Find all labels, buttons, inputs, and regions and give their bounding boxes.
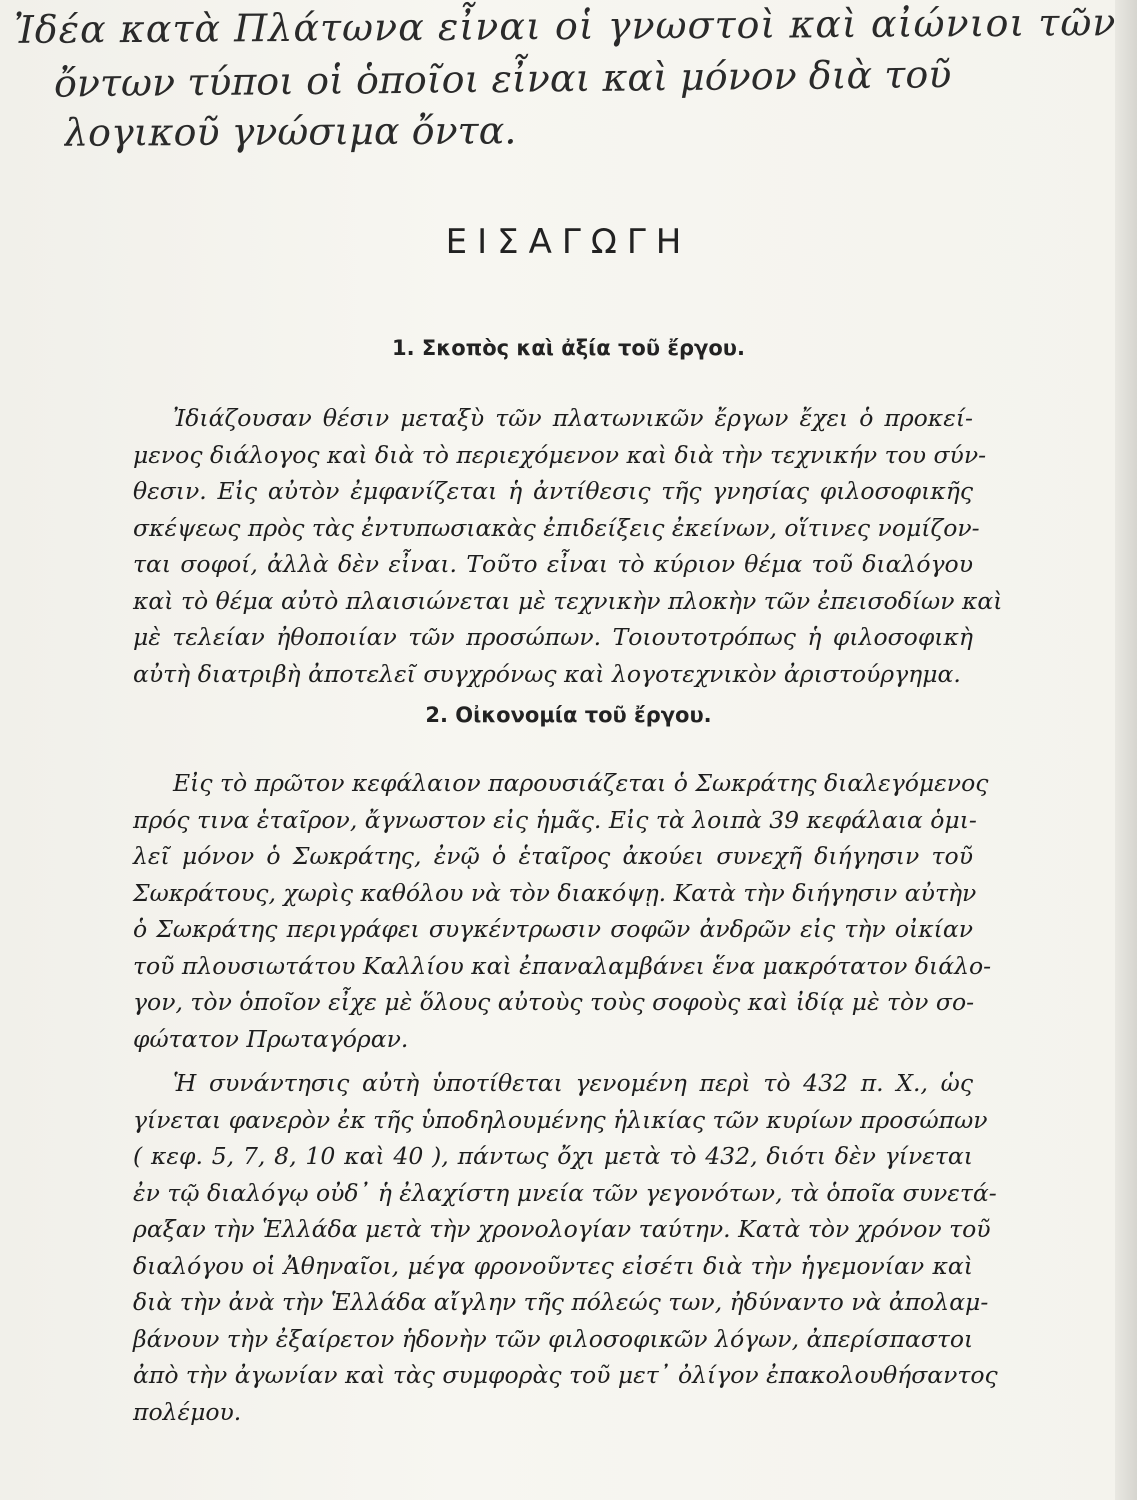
text-line: αὐτὴ διατριβὴ ἀποτελεῖ συγχρόνως καὶ λογοτεχνικὸν ἀριστούργημα.: [133, 659, 961, 688]
text-line: διὰ τὴν ἀνὰ τὴν Ἑλλάδα αἴγλην τῆς πόλεώς των, ἠδύναντο νὰ ἀπολαμ-: [133, 1288, 989, 1316]
text-line: Ἰδιάζουσαν θέσιν μεταξὺ τῶν πλατωνικῶν ἔργων ἔχει ὁ προκεί-: [173, 404, 973, 432]
text-line: τοῦ πλουσιωτάτου Καλλίου καὶ ἐπαναλαμβάνει ἕνα μακρότατον διάλο-: [133, 951, 992, 980]
text-line: ὁ Σωκράτης περιγράφει συγκέντρωσιν σοφῶν ἀνδρῶν εἰς τὴν οἰκίαν: [133, 915, 973, 943]
handwritten-line: ὄντων τύποι οἱ ὁποῖοι εἶναι καὶ μόνον διὰ τοῦ: [53, 52, 952, 106]
text-line: Σωκράτους, χωρὶς καθόλου νὰ τὸν διακόψῃ. Κατὰ τὴν διήγησιν αὐτὴν: [133, 878, 977, 907]
text-line: Ἡ συνάντησις αὐτὴ ὑποτίθεται γενομένη περὶ τὸ 432 π. Χ., ὡς: [173, 1069, 973, 1097]
text-line: ( κεφ. 5, 7, 8, 10 καὶ 40 ), πάντως ὄχι μετὰ τὸ 432, διότι δὲν γίνεται: [133, 1142, 973, 1170]
handwritten-line: Ἰδέα κατὰ Πλάτωνα εἶναι οἱ γνωστοὶ καὶ αἰώνιοι τῶν: [13, 0, 1117, 52]
text-line: βάνουν τὴν ἐξαίρετον ἡδονὴν τῶν φιλοσοφικῶν λόγων, ἀπερίσπαστοι: [133, 1324, 974, 1353]
handwritten-note: [14, 0, 1124, 156]
text-line: γίνεται φανερὸν ἐκ τῆς ὑποδηλουμένης ἡλικίας τῶν κυρίων προσώπων: [133, 1105, 988, 1134]
paragraph-purpose: [133, 400, 1003, 692]
text-line: ραξαν τὴν Ἑλλάδα μετὰ τὴν χρονολογίαν ταύτην. Κατὰ τὸν χρόνον τοῦ: [133, 1215, 991, 1243]
section-heading-structure: 2. Οἰκονομία τοῦ ἔργου.: [425, 703, 712, 727]
text-line: Εἰς τὸ πρῶτον κεφάλαιον παρουσιάζεται ὁ Σωκράτης διαλεγόμενος: [173, 769, 989, 797]
paragraph-structure-1: [133, 765, 992, 1057]
text-line: λεῖ μόνον ὁ Σωκράτης, ἐνῷ ὁ ἑταῖρος ἀκούει συνεχῆ διήγησιν τοῦ: [133, 842, 973, 870]
page-title: ΕΙΣΑΓΩΓΗ: [445, 222, 692, 262]
text-line: θεσιν. Εἰς αὐτὸν ἐμφανίζεται ἡ ἀντίθεσις τῆς γνησίας φιλοσοφικῆς: [133, 477, 973, 505]
text-line: γον, τὸν ὁποῖον εἶχε μὲ ὅλους αὐτοὺς τοὺς σοφοὺς καὶ ἰδίᾳ μὲ τὸν σο-: [133, 988, 975, 1016]
text-line: ται σοφοί, ἀλλὰ δὲν εἶναι. Τοῦτο εἶναι τὸ κύριον θέμα τοῦ διαλόγου: [133, 550, 973, 578]
text-line: διαλόγου οἱ Ἀθηναῖοι, μέγα φρονοῦντες εἰσέτι διὰ τὴν ἡγεμονίαν καὶ: [133, 1251, 973, 1280]
text-line: μὲ τελείαν ἠθοποιίαν τῶν προσώπων. Τοιουτοτρόπως ἡ φιλοσοφικὴ: [133, 623, 973, 651]
text-line: φώτατον Πρωταγόραν.: [133, 1024, 409, 1053]
handwritten-line: λογικοῦ γνώσιμα ὄντα.: [63, 108, 517, 155]
text-line: σκέψεως πρὸς τὰς ἐντυπωσιακὰς ἐπιδείξεις ἐκείνων, οἵτινες νομίζον-: [133, 513, 980, 542]
text-line: ἀπὸ τὴν ἀγωνίαν καὶ τὰς συμφορὰς τοῦ μετ᾽ ὀλίγον ἐπακολουθήσαντος: [133, 1361, 998, 1389]
text-line: πρός τινα ἑταῖρον, ἄγνωστον εἰς ἡμᾶς. Εἰς τὰ λοιπὰ 39 κεφάλαια ὁμι-: [133, 805, 977, 834]
paragraph-structure-2: [133, 1065, 998, 1430]
text-line: πολέμου.: [133, 1397, 242, 1426]
text-line: ἐν τῷ διαλόγῳ οὐδ᾽ ἡ ἐλαχίστη μνεία τῶν γεγονότων, τὰ ὁποῖα συνετά-: [133, 1178, 997, 1207]
text-line: μενος διάλογος καὶ διὰ τὸ περιεχόμενον καὶ διὰ τὴν τεχνικήν του σύν-: [133, 440, 987, 469]
text-line: καὶ τὸ θέμα αὐτὸ πλαισιώνεται μὲ τεχνικὴν πλοκὴν τῶν ἐπεισοδίων καὶ: [133, 586, 1003, 615]
section-heading-purpose: 1. Σκοπὸς καὶ ἀξία τοῦ ἔργου.: [392, 336, 745, 360]
